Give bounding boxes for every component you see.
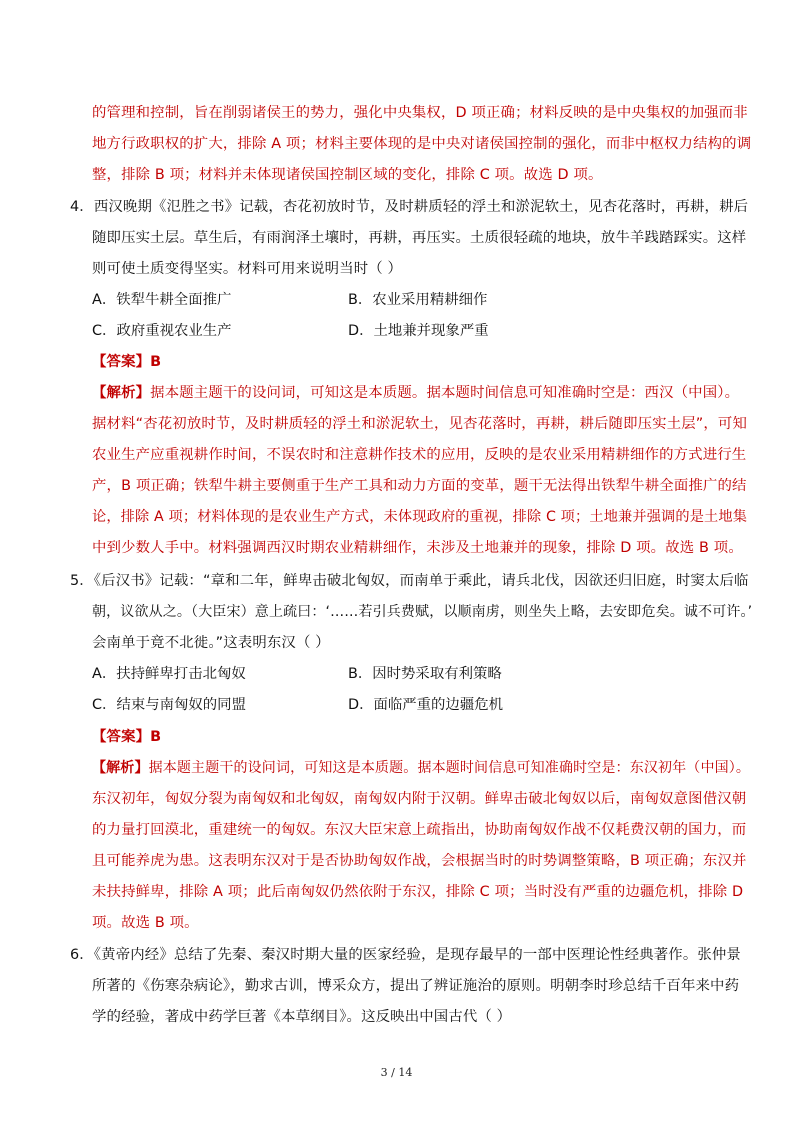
question-5-answer <box>92 728 161 746</box>
analysis-line: 产，B 项正确；铁犁牛耕主要侧重于生产工具和动力方面的变革，题干无法得出铁犁牛耕全面推广的结 <box>92 478 747 494</box>
answer-value: B <box>150 354 162 370</box>
question-4-option-c: C．政府重视农业生产 <box>92 323 232 339</box>
answer-value: B <box>150 729 162 745</box>
analysis-line: 且可能养虎为患。这表明东汉对于是否协助匈奴作战，会根据当时的时势调整策略，B 项正确；东汉并 <box>92 853 747 869</box>
question-6-stem: 所著的《伤寒杂病论》，勤求古训，博采众方，提出了辨证施治的原则。明朝李时珍总结千百年来中药 <box>92 978 740 994</box>
analysis-line: 中到少数人手中。材料强调西汉时期农业精耕细作，未涉及土地兼并的现象，排除 D 项。故选 B 项。 <box>92 540 743 556</box>
analysis-text: 据本题主题干的设问词，可知这是本质题。据本题时间信息可知准确时空是：东汉初年（中国）。 <box>148 760 751 776</box>
analysis-line: 项。故选 B 项。 <box>92 915 199 931</box>
question-4-answer <box>92 353 161 371</box>
question-5-stem: 5．《后汉书》记载：“章和二年，鲜卑击破北匈奴，而南单于乘此，请兵北伐，因欲还归旧庭，时窦太后临 <box>70 573 749 589</box>
question-4-stem: 随即压实土层。草生后，有雨润泽土壤时，再耕，再压实。土质很轻疏的地块，放牛羊践踏踩实。这样 <box>92 230 747 246</box>
question-5-option-b: B．因时势采取有利策略 <box>348 666 502 682</box>
analysis-line: 据材料“杏花初放时节，及时耕质轻的浮土和淤泥软土，见杏花落时，再耕，耕后随即压实土层”，可知 <box>92 416 748 432</box>
question-5-stem: 朝，议欲从之。（大臣宋）意上疏曰：‘……若引兵费赋，以顺南虏，则坐失上略，去安即危矣。诚不可许。’ <box>92 604 753 620</box>
analysis-line: 未扶持鲜卑，排除 A 项；此后南匈奴仍然依附于东汉，排除 C 项；当时没有严重的边疆危机，排除 D <box>92 884 744 900</box>
analysis-line: 的管理和控制，旨在削弱诸侯王的势力，强化中央集权，D 项正确；材料反映的是中央集权的加强而非 <box>92 105 748 121</box>
analysis-line: 农业生产应重视耕作时间，不误农时和注意耕作技术的应用，反映的是农业采用精耕细作的方式进行生 <box>92 447 747 463</box>
analysis-label: 【解析】 <box>92 760 149 776</box>
question-4-analysis <box>92 384 739 402</box>
question-5-option-c: C．结束与南匈奴的同盟 <box>92 697 246 713</box>
question-4-option-d: D．土地兼并现象严重 <box>348 323 489 339</box>
question-5-option-d: D．面临严重的边疆危机 <box>348 697 503 713</box>
question-5-analysis <box>92 759 750 777</box>
question-6-stem: 学的经验，著成中药学巨著《本草纲目》。这反映出中国古代（ ） <box>92 1009 512 1025</box>
analysis-label: 【解析】 <box>92 385 151 401</box>
analysis-line: 地方行政职权的扩大，排除 A 项；材料主要体现的是中央对诸侯国控制的强化，而非中枢权力结构的调 <box>92 136 752 152</box>
page-number: 3 / 14 <box>380 1066 413 1079</box>
question-4-option-a: A．铁犁牛耕全面推广 <box>92 292 232 308</box>
answer-label: 【答案】 <box>92 729 151 745</box>
analysis-line: 的力量打回漠北，重建统一的匈奴。东汉大臣宋意上疏指出，协助南匈奴作战不仅耗费汉朝的国力，而 <box>92 822 747 838</box>
question-4-stem: 则可使土质变得坚实。材料可用来说明当时（ ） <box>92 261 403 277</box>
question-5-option-a: A．扶持鲜卑打击北匈奴 <box>92 666 246 682</box>
analysis-line: 整，排除 B 项；材料并未体现诸侯国控制区域的变化，排除 C 项。故选 D 项。 <box>92 167 603 183</box>
question-6-stem: 6．《黄帝内经》总结了先秦、秦汉时期大量的医家经验，是现存最早的一部中医理论性经典著作。张仲景 <box>70 947 741 963</box>
analysis-line: 论，排除 A 项；材料体现的是农业生产方式，未体现政府的重视，排除 C 项；土地兼并强调的是土地集 <box>92 509 748 525</box>
question-4-option-b: B．农业采用精耕细作 <box>348 292 488 308</box>
analysis-text: 据本题主题干的设问词，可知这是本质题。据本题时间信息可知准确时空是：西汉（中国）。 <box>150 385 740 401</box>
answer-label: 【答案】 <box>92 354 151 370</box>
question-5-stem: 会南单于竟不北徙。”这表明东汉（ ） <box>92 635 330 651</box>
question-4-stem: 4．西汉晚期《氾胜之书》记载，杏花初放时节，及时耕质轻的浮土和淤泥软土，见杏花落时，再耕，耕后 <box>70 199 749 215</box>
analysis-line: 东汉初年，匈奴分裂为南匈奴和北匈奴，南匈奴内附于汉朝。鲜卑击破北匈奴以后，南匈奴意图借汉朝 <box>92 791 747 807</box>
